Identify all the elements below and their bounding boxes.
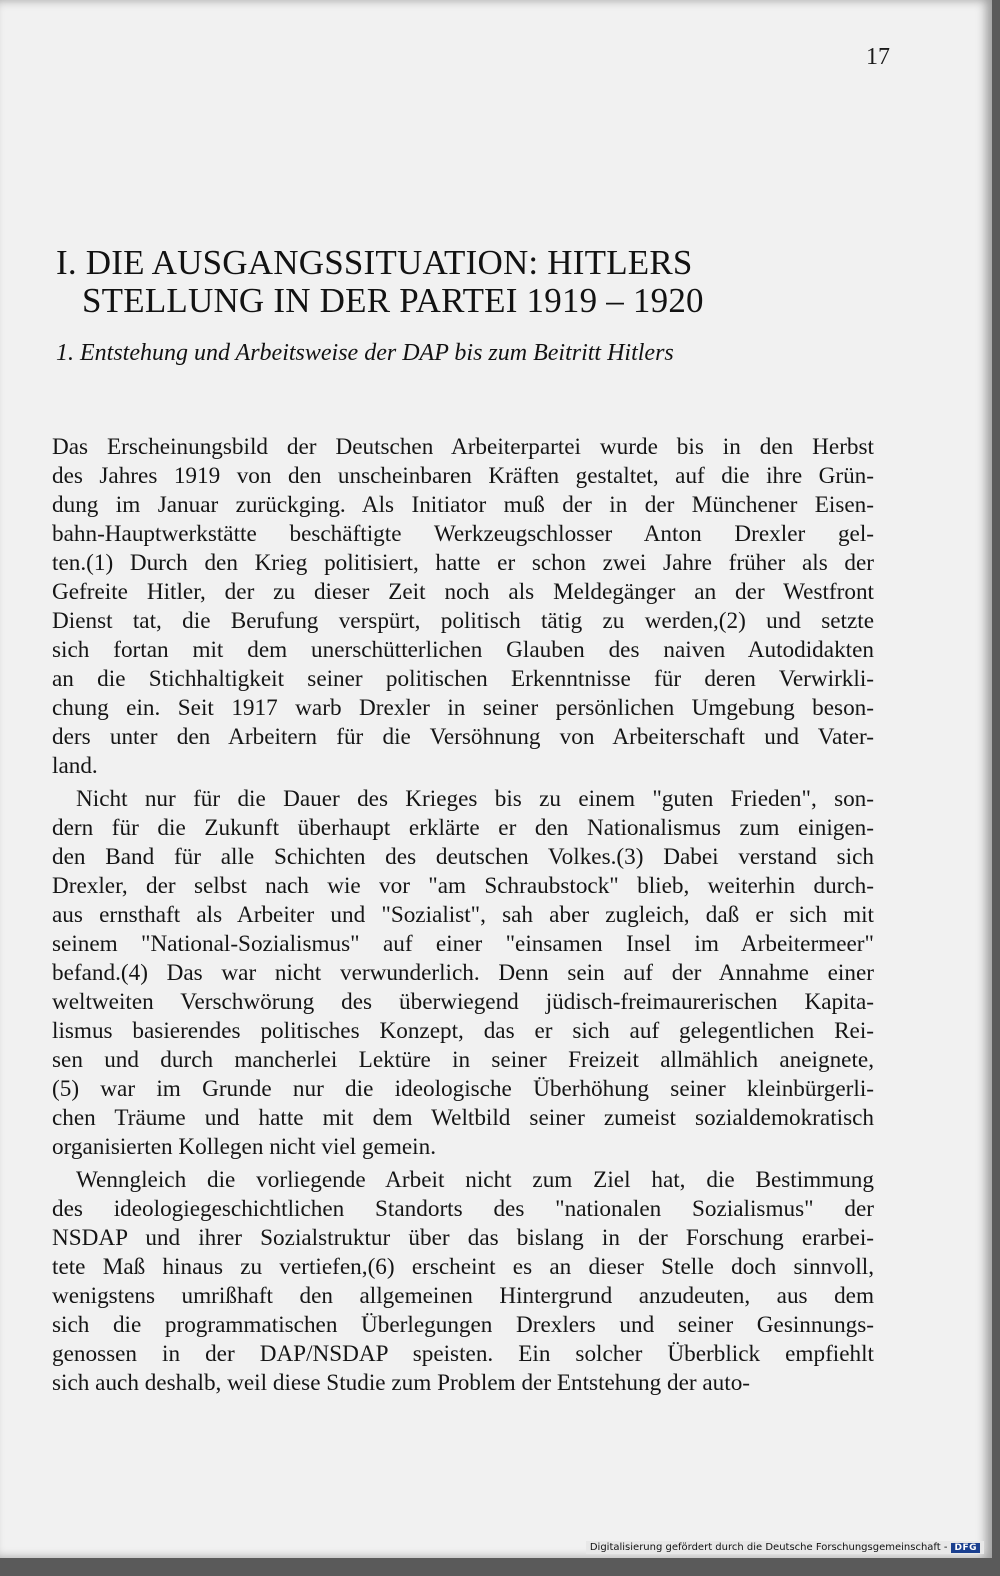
text-line: chen Träume und hatte mit dem Weltbild seiner zumeist sozialdemokratisch xyxy=(52,1105,874,1131)
text-line: des Jahres 1919 von den unscheinbaren Kräften gestaltet, auf die ihre Grün- xyxy=(52,463,874,489)
text-line: befand.(4) Das war nicht verwunderlich. Denn sein auf der Annahme einer xyxy=(52,960,874,986)
text-line: lismus basierendes politisches Konzept, das er sich auf gelegentlichen Rei- xyxy=(52,1018,874,1044)
body-text xyxy=(52,433,874,1398)
text-line: Wenngleich die vorliegende Arbeit nicht zum Ziel hat, die Bestimmung xyxy=(76,1167,874,1193)
text-line: aus ernsthaft als Arbeiter und "Sozialist", sah aber zugleich, daß er sich mit xyxy=(52,902,874,928)
digitization-footer xyxy=(586,1541,984,1554)
text-line: Gefreite Hitler, der zu dieser Zeit noch als Meldegänger an der Westfront xyxy=(52,579,874,605)
text-line: Drexler, der selbst nach wie vor "am Schraubstock" blieb, weiterhin durch- xyxy=(52,873,874,899)
text-line: sich auch deshalb, weil diese Studie zum Problem der Entstehung der auto- xyxy=(52,1370,751,1396)
text-line: organisierten Kollegen nicht viel gemein. xyxy=(52,1134,436,1160)
text-line: seinem "National-Sozialismus" auf einer "einsamen Insel im Arbeitermeer" xyxy=(52,931,874,957)
text-line: Dienst tat, die Berufung verspürt, politisch tätig zu werden,(2) und setzte xyxy=(52,608,874,634)
text-line: chung ein. Seit 1917 warb Drexler in seiner persönlichen Umgebung beson- xyxy=(52,695,874,721)
chapter-title-line-1: I. DIE AUSGANGSSITUATION: HITLERS xyxy=(56,243,693,282)
text-line: land. xyxy=(52,753,98,779)
footer-text: Digitalisierung gefördert durch die Deutsche Forschungsgemeinschaft - xyxy=(589,1542,948,1553)
text-line: tete Maß hinaus zu vertiefen,(6) erscheint es an dieser Stelle doch sinnvoll, xyxy=(52,1254,874,1280)
text-line: dung im Januar zurückging. Als Initiator muß der in der Münchener Eisen- xyxy=(52,492,874,518)
text-line: des ideologiegeschichtlichen Standorts des "nationalen Sozialismus" der xyxy=(52,1196,874,1222)
chapter-title-line-2: STELLUNG IN DER PARTEI 1919 – 1920 xyxy=(82,281,704,320)
text-line: ten.(1) Durch den Krieg politisiert, hatte er schon zwei Jahre früher als der xyxy=(52,550,874,576)
text-line: genossen in der DAP/NSDAP speisten. Ein solcher Überblick empfiehlt xyxy=(52,1341,874,1367)
text-line: Nicht nur für die Dauer des Krieges bis zu einem "guten Frieden", son- xyxy=(76,786,874,812)
text-line: (5) war im Grunde nur die ideologische Überhöhung seiner kleinbürgerli- xyxy=(52,1076,874,1102)
dfg-logo: DFG xyxy=(951,1543,980,1553)
text-line: ders unter den Arbeitern für die Versöhnung von Arbeiterschaft und Vater- xyxy=(52,724,874,750)
paragraph xyxy=(52,1166,874,1398)
chapter-title xyxy=(56,244,916,320)
page-number: 17 xyxy=(866,44,890,70)
text-line: sich fortan mit dem unerschütterlichen Glauben des naiven Autodidakten xyxy=(52,637,874,663)
text-line: bahn-Hauptwerkstätte beschäftigte Werkzeugschlosser Anton Drexler gel- xyxy=(52,521,874,547)
text-line: NSDAP und ihrer Sozialstruktur über das bislang in der Forschung erarbei- xyxy=(52,1225,874,1251)
text-line: weltweiten Verschwörung des überwiegend jüdisch-freimaurerischen Kapita- xyxy=(52,989,874,1015)
text-line: den Band für alle Schichten des deutschen Volkes.(3) Dabei verstand sich xyxy=(52,844,874,870)
text-line: dern für die Zukunft überhaupt erklärte er den Nationalismus zum einigen- xyxy=(52,815,874,841)
text-line: sen und durch mancherlei Lektüre in seiner Freizeit allmählich aneignete, xyxy=(52,1047,874,1073)
text-line: Das Erscheinungsbild der Deutschen Arbeiterpartei wurde bis in den Herbst xyxy=(52,434,874,460)
text-line: an die Stichhaltigkeit seiner politischen Erkenntnisse für deren Verwirkli- xyxy=(52,666,874,692)
paragraph xyxy=(52,433,874,781)
text-line: sich die programmatischen Überlegungen Drexlers und seiner Gesinnungs- xyxy=(52,1312,874,1338)
paragraph xyxy=(52,785,874,1162)
text-line: wenigstens umrißhaft den allgemeinen Hintergrund anzudeuten, aus dem xyxy=(52,1283,874,1309)
section-title: 1. Entstehung und Arbeitsweise der DAP bis zum Beitritt Hitlers xyxy=(56,340,674,366)
